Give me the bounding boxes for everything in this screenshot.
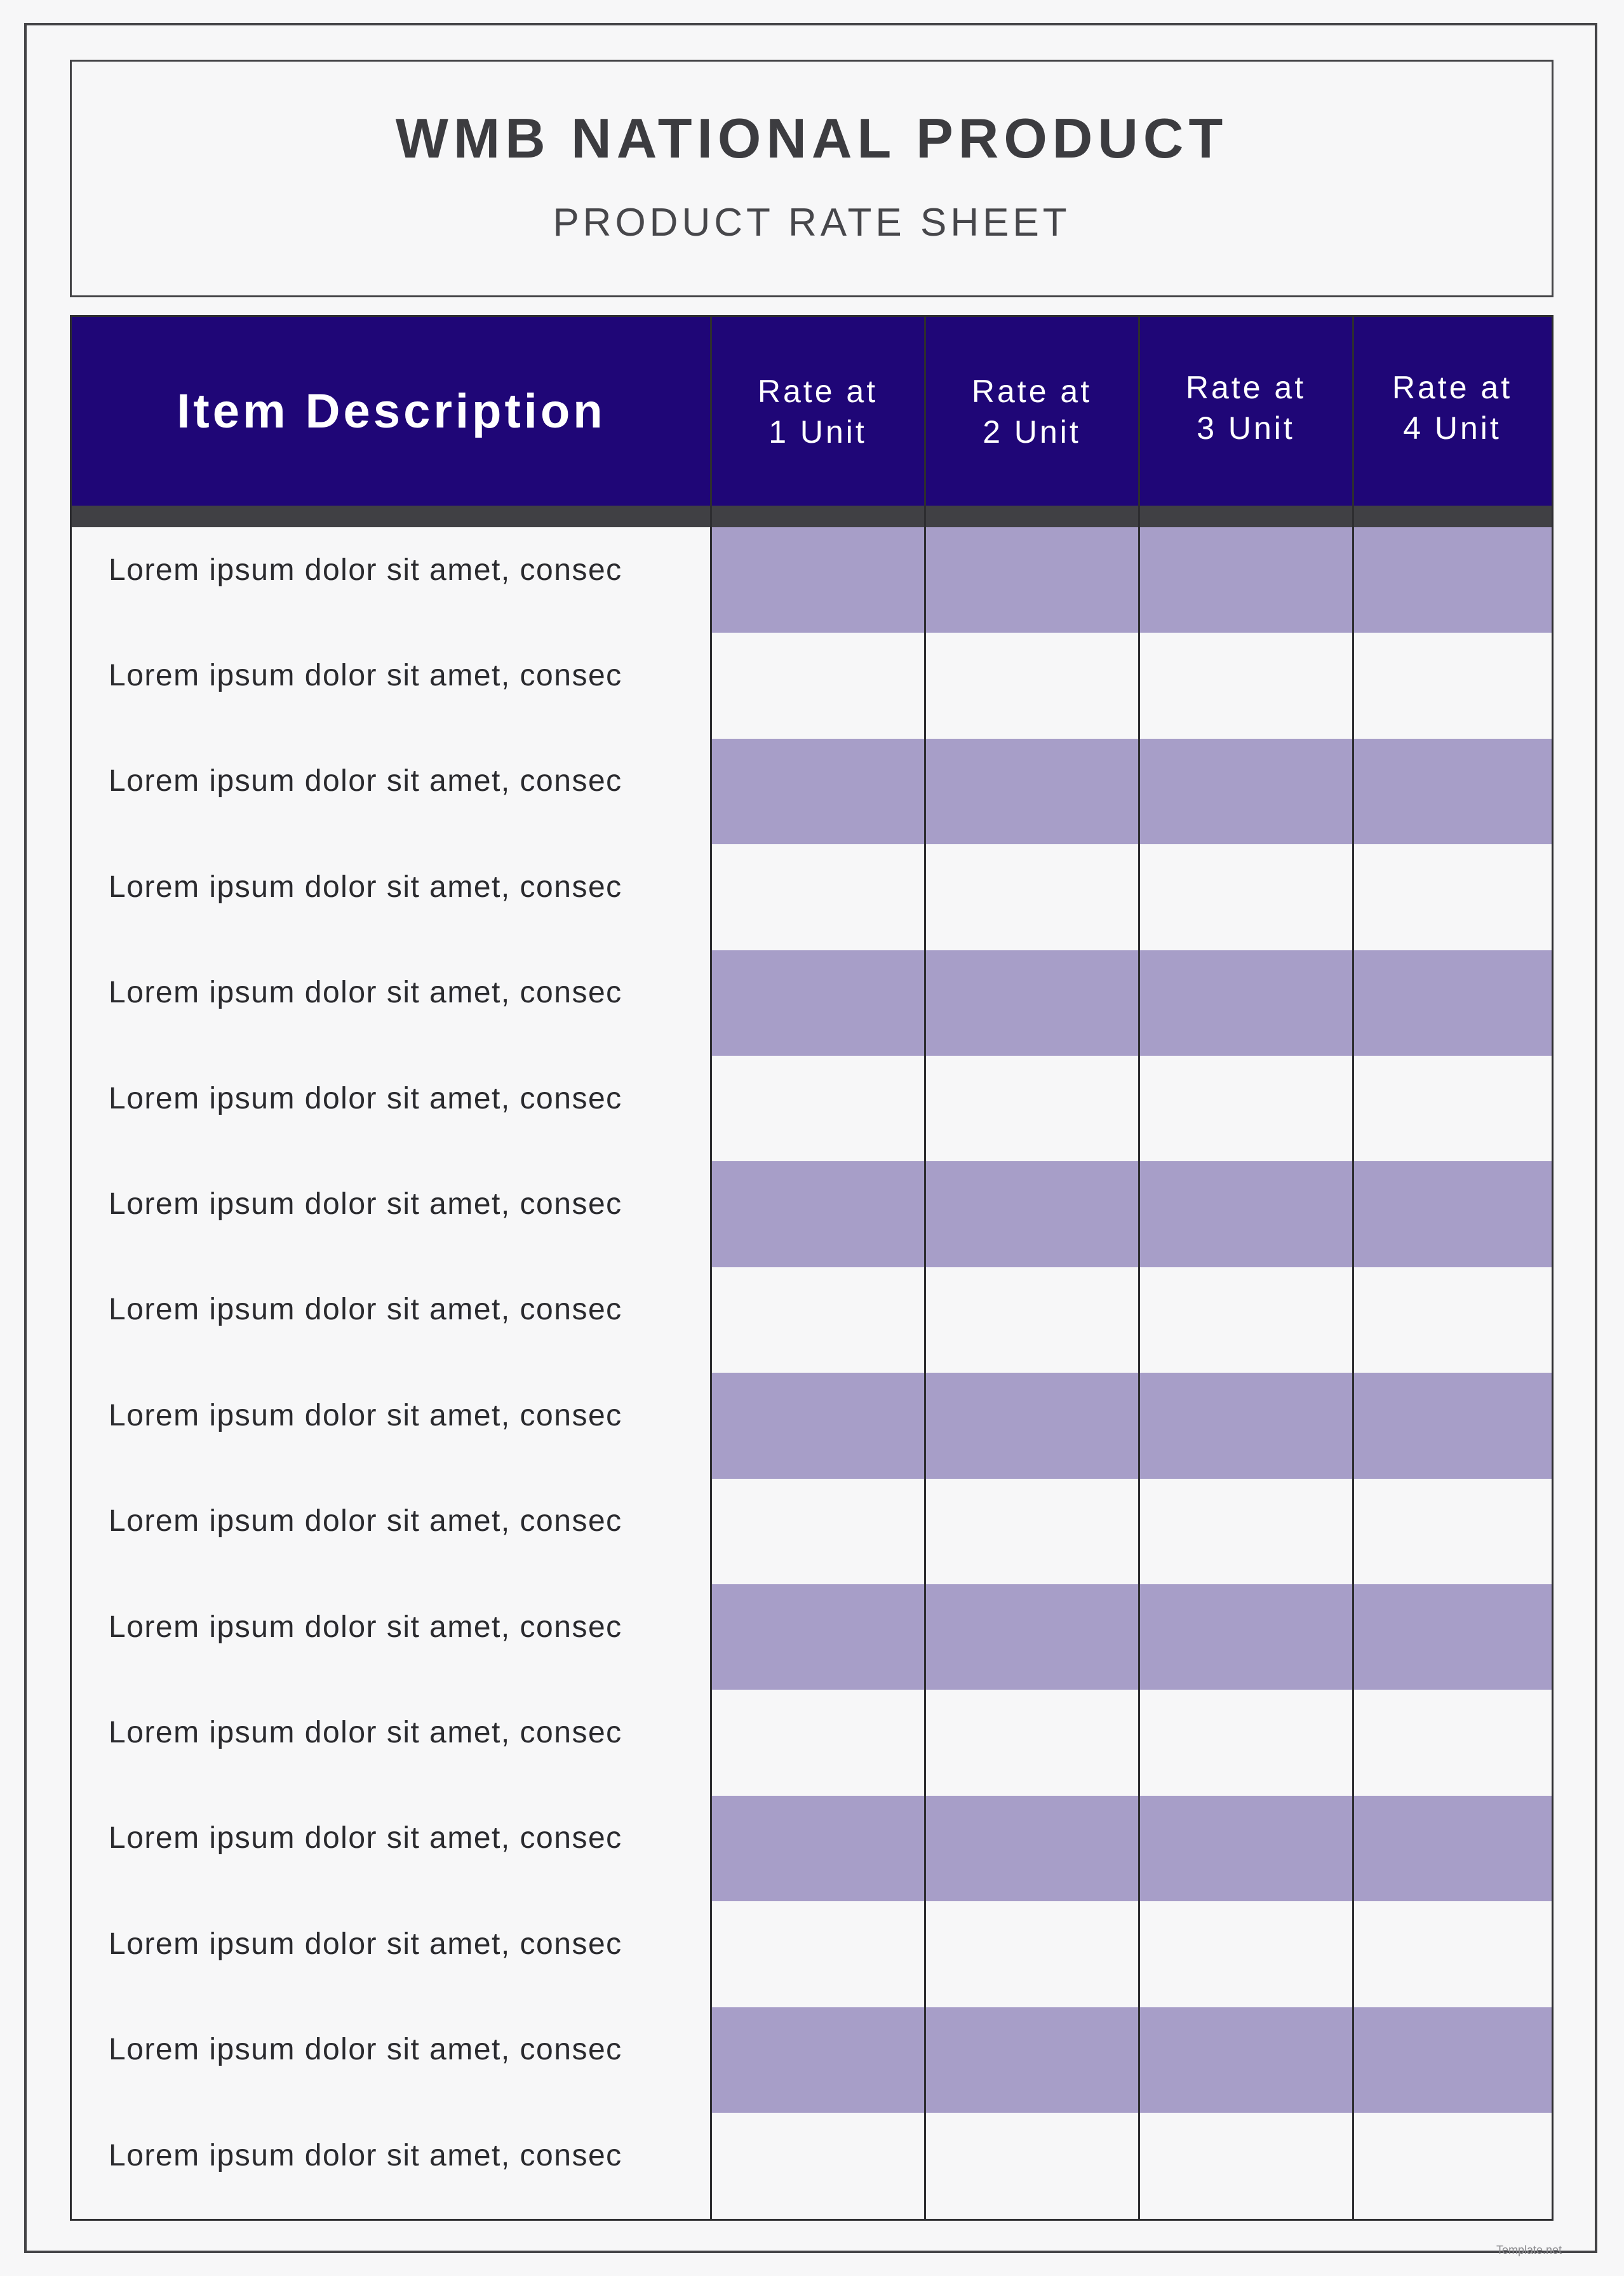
- item-description-cell: Lorem ipsum dolor sit amet, consec: [109, 1293, 622, 1327]
- table-row: [72, 527, 1552, 633]
- table-row: [72, 1267, 1552, 1373]
- item-description-cell: Lorem ipsum dolor sit amet, consec: [109, 2033, 622, 2067]
- item-description-cell: Lorem ipsum dolor sit amet, consec: [109, 1081, 622, 1115]
- item-description-cell: Lorem ipsum dolor sit amet, consec: [109, 1716, 622, 1750]
- rate-cells-band: [711, 1690, 1552, 1795]
- rate-cells-band: [711, 2113, 1552, 2218]
- item-description-cell: Lorem ipsum dolor sit amet, consec: [109, 1927, 622, 1961]
- item-description-cell: Lorem ipsum dolor sit amet, consec: [109, 553, 622, 587]
- item-description-cell: Lorem ipsum dolor sit amet, consec: [109, 1398, 622, 1432]
- table-row: [72, 1056, 1552, 1161]
- column-divider: [1138, 317, 1140, 2219]
- rate-cells-band: [711, 739, 1552, 844]
- item-description-cell: Lorem ipsum dolor sit amet, consec: [109, 1821, 622, 1855]
- table-row: [72, 739, 1552, 844]
- table-row: [72, 1690, 1552, 1795]
- item-description-cell: Lorem ipsum dolor sit amet, consec: [109, 1504, 622, 1539]
- watermark: Template.net: [1496, 2244, 1562, 2256]
- rate-cells-band: [711, 1267, 1552, 1373]
- header-rate-4-unit: Rate at 4 Unit: [1392, 369, 1513, 446]
- header-rate-3-unit: Rate at 3 Unit: [1185, 369, 1306, 446]
- table-row: [72, 844, 1552, 950]
- rate-cells-band: [711, 1479, 1552, 1584]
- item-description-cell: Lorem ipsum dolor sit amet, consec: [109, 870, 622, 904]
- table-row: [72, 1901, 1552, 2007]
- document-subtitle: PRODUCT RATE SHEET: [553, 201, 1071, 245]
- header-rate-1-unit: Rate at 1 Unit: [757, 373, 878, 450]
- rate-cells-band: [711, 1373, 1552, 1478]
- column-divider: [924, 317, 926, 2219]
- rate-cells-band: [711, 1584, 1552, 1690]
- table-row: [72, 1161, 1552, 1267]
- table-row: [72, 1584, 1552, 1690]
- rate-cells-band: [711, 950, 1552, 1056]
- item-description-cell: Lorem ipsum dolor sit amet, consec: [109, 2138, 622, 2172]
- item-description-cell: Lorem ipsum dolor sit amet, consec: [109, 976, 622, 1010]
- rate-cells-band: [711, 1056, 1552, 1161]
- table-row: [72, 2007, 1552, 2113]
- column-divider: [710, 317, 712, 2219]
- item-description-cell: Lorem ipsum dolor sit amet, consec: [109, 1187, 622, 1222]
- header-rate-2-unit: Rate at 2 Unit: [971, 373, 1092, 450]
- table-row: [72, 950, 1552, 1056]
- table-row: [72, 1479, 1552, 1584]
- table-row: [72, 2113, 1552, 2218]
- column-divider: [1352, 317, 1354, 2219]
- rate-cells-band: [711, 1796, 1552, 1901]
- rate-cells-band: [711, 1901, 1552, 2007]
- title-box: [70, 60, 1554, 297]
- table-body: [72, 527, 1552, 2219]
- rate-cells-band: [711, 2007, 1552, 2113]
- rate-table: [70, 315, 1554, 2221]
- table-header: [72, 317, 1552, 506]
- rate-cells-band: [711, 633, 1552, 738]
- item-description-cell: Lorem ipsum dolor sit amet, consec: [109, 659, 622, 693]
- rate-cells-band: [711, 1161, 1552, 1267]
- item-description-cell: Lorem ipsum dolor sit amet, consec: [109, 764, 622, 798]
- table-row: [72, 1373, 1552, 1478]
- header-item-description: Item Description: [177, 384, 606, 438]
- item-description-cell: Lorem ipsum dolor sit amet, consec: [109, 1610, 622, 1644]
- table-row: [72, 1796, 1552, 1901]
- rate-cells-band: [711, 527, 1552, 633]
- table-row: [72, 633, 1552, 738]
- rate-cells-band: [711, 844, 1552, 950]
- header-divider-strip: [72, 506, 1552, 527]
- document-title: WMB NATIONAL PRODUCT: [395, 107, 1228, 170]
